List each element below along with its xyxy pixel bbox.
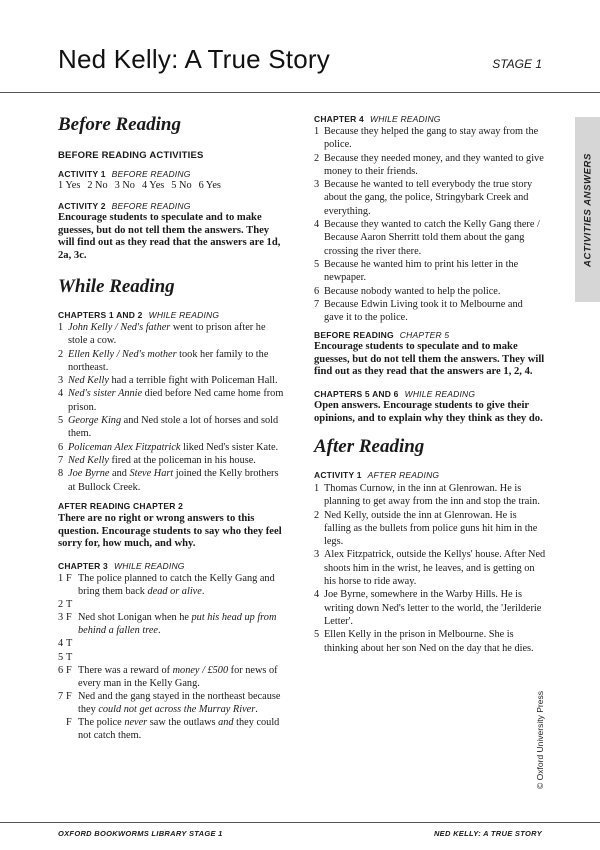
- item-number: 3: [314, 179, 320, 191]
- ch3-list: [58, 572, 284, 742]
- list-item: [314, 509, 546, 549]
- item-text: took her family to the northeast.: [68, 348, 269, 373]
- list-item: [58, 441, 284, 454]
- ch12-sub: WHILE READING: [148, 310, 220, 320]
- item-text: Ellen Kelly in the prison in Melbourne. She is thinking about her son Ned on the day that he dies.: [324, 629, 534, 654]
- yn-answer: 2 No: [87, 180, 108, 191]
- after-activity1-sub: AFTER READING: [367, 470, 440, 480]
- item-text: Thomas Curnow, in the inn at Glenrowan. He is planning to get away from the inn and stop the train.: [324, 483, 540, 508]
- list-item: [58, 321, 284, 348]
- item-number: 2: [58, 348, 64, 360]
- while-reading-heading: While Reading: [58, 276, 175, 297]
- list-item: [314, 258, 544, 285]
- item-number: 2: [314, 152, 320, 164]
- activity1-sub: BEFORE READING: [111, 169, 191, 179]
- item-text: .: [157, 625, 161, 637]
- item-answer: Ellen Kelly / Ned's mother: [68, 348, 177, 360]
- item-number: 5: [58, 651, 64, 663]
- list-item: [58, 572, 284, 598]
- list-item: [58, 651, 284, 664]
- ch12-list: [58, 321, 284, 494]
- list-item: [58, 598, 284, 611]
- yn-answer: 4 Yes: [141, 180, 165, 191]
- list-item: [58, 414, 284, 441]
- list-item: [58, 348, 284, 375]
- list-item: [314, 125, 544, 152]
- item-answer: Ned Kelly: [68, 454, 109, 466]
- item-number: 2: [58, 599, 64, 611]
- activity2-text: Encourage students to speculate and to make guesses, but do not tell them the answers. They will find out as they read that the answers are 1d, 2a, 3c.: [58, 212, 281, 261]
- ch4-label: [314, 114, 441, 124]
- list-item: [58, 467, 284, 494]
- side-tab-label: ACTIVITIES ANSWERS: [582, 152, 593, 267]
- item-number: 4: [58, 638, 64, 650]
- item-number: 8: [58, 468, 64, 480]
- activity2-title: ACTIVITY 2: [58, 201, 106, 211]
- list-item: [58, 664, 284, 690]
- item-text: Alex Fitzpatrick, outside the Kellys' house. After Ned shoots him in the wrist, he leaves, and is getting on his horse to ride away.: [324, 549, 546, 588]
- item-number: 1: [314, 126, 320, 137]
- list-item: [314, 628, 546, 655]
- item-text: Because they wanted to catch the Kelly Gang there / Because Aaron Sherritt told them about the gang crossing the river there.: [324, 219, 540, 257]
- activity1-title: ACTIVITY 1: [58, 169, 106, 179]
- item-number: 7: [314, 298, 320, 310]
- list-item: [58, 716, 284, 742]
- true-false-mark: T: [66, 599, 73, 611]
- yn-answer: 3 No: [114, 180, 135, 191]
- copyright-text: © Oxford University Press: [535, 691, 545, 789]
- item-text: Because they needed money, and they wanted to give money to their friends.: [324, 152, 544, 177]
- item-text: Because he wanted him to print his letter in the newpaper.: [324, 258, 519, 284]
- item-number: 2: [314, 509, 320, 521]
- list-item: [58, 387, 284, 414]
- item-number: 3: [58, 375, 64, 387]
- ch56-title: CHAPTERS 5 AND 6: [314, 389, 399, 399]
- item-text: they could not catch them.: [78, 717, 280, 742]
- after-ch2-text: There are no right or wrong answers to this question. Encourage students to say who they feel sorry for, how much, and why.: [58, 513, 282, 549]
- before-ch5-text: Encourage students to speculate and to make guesses, but do not tell them the answers. They will find out as they read that the answers are 1, 2, 4.: [314, 341, 545, 377]
- item-text: Because he wanted to tell everybody the true story about the gang, the police, Stringybark Creek and everything.: [324, 179, 533, 217]
- item-text: Ned Kelly, outside the inn at Glenrowan. He is falling as the bullets from police guns hit him in the legs.: [324, 509, 538, 548]
- list-item: [314, 588, 546, 628]
- item-answer: put his head up from behind a fallen tree: [78, 612, 277, 637]
- item-text: .: [201, 586, 205, 598]
- activity2-sub: BEFORE READING: [111, 201, 191, 211]
- ch12-label: [58, 310, 219, 320]
- ch56-text: Open answers. Encourage students to give their opinions, and to explain why they think as they do.: [314, 400, 543, 424]
- item-text: .: [255, 703, 258, 715]
- header-divider: [0, 92, 600, 93]
- item-answer: John Kelly / Ned's father: [68, 322, 171, 333]
- item-text: Because they helped the gang to stay away from the police.: [324, 126, 539, 151]
- ch3-sub: WHILE READING: [113, 561, 185, 571]
- item-number: 4: [314, 219, 320, 231]
- page-title: Ned Kelly: A True Story: [58, 44, 330, 74]
- ch4-sub: WHILE READING: [369, 114, 441, 124]
- item-answer: Policeman Alex Fitzpatrick: [68, 441, 181, 453]
- footer-book-title: NED KELLY: A TRUE STORY: [433, 829, 542, 838]
- item-answer: George King: [68, 415, 122, 427]
- list-item: [58, 637, 284, 650]
- list-item: [58, 611, 284, 637]
- item-text: There was a reward of: [78, 664, 173, 676]
- item-answer: dead or alive: [147, 586, 202, 598]
- list-item: [58, 454, 284, 467]
- list-item: [314, 178, 544, 218]
- stage-label: STAGE 1: [492, 57, 542, 71]
- activity1-label: [58, 169, 191, 179]
- list-item: [314, 482, 546, 509]
- list-item: [314, 152, 544, 179]
- ch56-label: [314, 389, 475, 399]
- ch4-list: [314, 125, 544, 324]
- true-false-mark: T: [66, 638, 73, 650]
- item-text: saw the outlaws: [147, 717, 219, 729]
- after-activity1-title: ACTIVITY 1: [314, 470, 362, 480]
- item-number: 6: [58, 664, 64, 676]
- list-item: [58, 374, 284, 387]
- item-number: 7: [58, 454, 64, 466]
- ch4-title: CHAPTER 4: [314, 114, 364, 124]
- item-number: 6: [58, 441, 64, 453]
- item-text: and: [109, 468, 130, 480]
- true-false-mark: F: [66, 690, 72, 702]
- activities-answers-tab: [575, 117, 600, 302]
- item-number: 1: [58, 573, 64, 584]
- item-text: Because Edwin Living took it to Melbourne and gave it to the police.: [324, 298, 523, 324]
- item-text: died before Ned came home from prison.: [68, 388, 284, 413]
- item-text: The police planned to catch the Kelly Gang and bring them back: [78, 573, 275, 598]
- true-false-mark: F: [66, 717, 72, 729]
- ch3-label: [58, 561, 185, 571]
- footer-divider: [0, 822, 600, 823]
- item-text: Ned shot Lonigan when he: [78, 612, 192, 624]
- before-reading-heading: Before Reading: [58, 114, 181, 135]
- true-false-mark: F: [66, 664, 72, 676]
- yn-answer: 1 Yes: [58, 180, 81, 191]
- item-text: and Ned stole a lot of horses and sold them.: [68, 415, 279, 440]
- ch56-sub: WHILE READING: [404, 389, 476, 399]
- item-text: went to prison after he stole a cow.: [68, 322, 266, 347]
- item-answer: and: [218, 717, 234, 729]
- item-text: joined the Kelly brothers at Bullock Creek.: [68, 468, 279, 493]
- item-text: liked Ned's sister Kate.: [180, 441, 279, 453]
- item-number: 4: [314, 589, 320, 601]
- list-item: [58, 690, 284, 716]
- item-number: 5: [314, 258, 320, 270]
- ch3-title: CHAPTER 3: [58, 561, 108, 571]
- after-activity1-list: [314, 482, 546, 655]
- ch12-title: CHAPTERS 1 AND 2: [58, 310, 143, 320]
- footer-series: OXFORD BOOKWORMS LIBRARY STAGE 1: [58, 829, 223, 838]
- item-text: The police: [78, 717, 125, 729]
- item-answer: never: [124, 717, 148, 729]
- after-activity1-label: [314, 470, 439, 480]
- true-false-mark: F: [66, 573, 72, 584]
- item-number: 3: [314, 549, 320, 561]
- item-number: 7: [58, 690, 64, 702]
- item-text: for news of every man in the Kelly Gang.: [78, 664, 278, 689]
- activity1-answers: [58, 180, 228, 191]
- list-item: [314, 218, 544, 258]
- item-text: Joe Byrne, somewhere in the Warby Hills. He is writing down Ned's letter to the world, the 'Jerilderie Letter'.: [324, 589, 542, 627]
- before-reading-activities-label: BEFORE READING ACTIVITIES: [58, 150, 204, 161]
- item-answer: Ned Kelly: [68, 375, 109, 387]
- before-ch5-title: BEFORE READING: [314, 330, 394, 340]
- item-number: 3: [58, 612, 64, 624]
- item-answer: Joe Byrne: [68, 468, 110, 480]
- item-number: 5: [58, 415, 64, 427]
- after-reading-heading: After Reading: [314, 436, 425, 457]
- item-answer: Steve Hart: [129, 468, 174, 480]
- item-number: 1: [58, 322, 64, 333]
- true-false-mark: T: [66, 651, 73, 663]
- item-text: Ned and the gang stayed in the northeast because they: [78, 690, 281, 715]
- yn-answer: 6 Yes: [198, 180, 221, 191]
- item-text: had a terrible fight with Policeman Hall.: [108, 375, 278, 387]
- true-false-mark: F: [66, 612, 72, 624]
- list-item: [314, 548, 546, 588]
- item-answer: could not get across the Murray River: [98, 703, 256, 715]
- list-item: [314, 298, 544, 325]
- yn-answer: 5 No: [171, 180, 192, 191]
- before-ch5-label: [314, 330, 449, 340]
- item-number: 1: [314, 483, 320, 494]
- item-number: 4: [58, 388, 64, 400]
- before-ch5-sub: CHAPTER 5: [399, 330, 450, 340]
- item-number: 6: [314, 285, 320, 297]
- item-number: 5: [314, 629, 320, 641]
- item-answer: money / £500: [172, 664, 229, 676]
- item-answer: Ned's sister Annie: [68, 388, 143, 400]
- item-text: Because nobody wanted to help the police.: [324, 285, 501, 297]
- list-item: [314, 285, 544, 298]
- activity2-label: [58, 201, 191, 211]
- after-ch2-label: AFTER READING CHAPTER 2: [58, 501, 184, 511]
- item-text: fired at the policeman in his house.: [108, 454, 256, 466]
